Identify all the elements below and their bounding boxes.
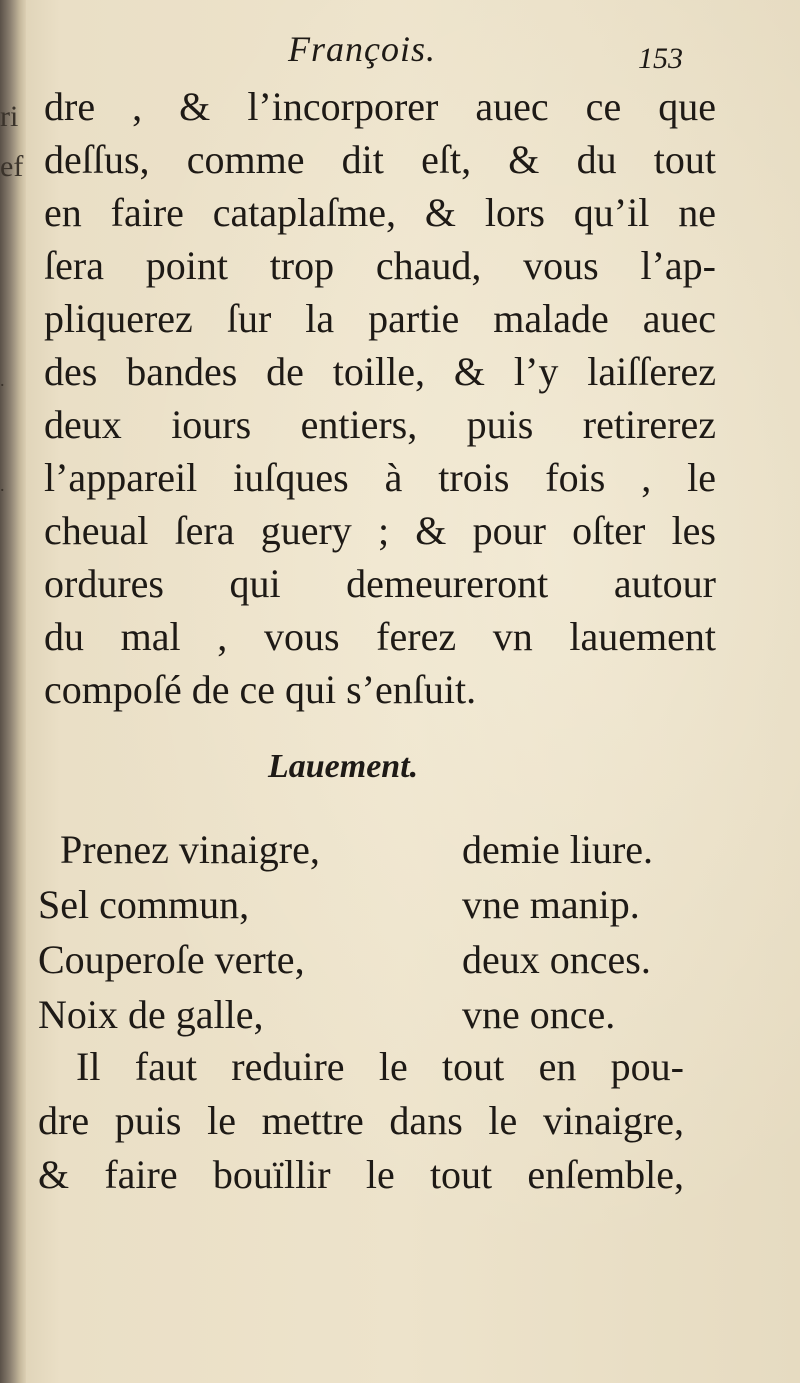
text-line: ordures qui demeureront autour	[44, 561, 716, 606]
text-line: l’appareil iuſques à trois fois , le	[44, 455, 716, 500]
recipe-ingredient: Couperoſe verte,	[38, 937, 305, 982]
recipe-quantity: deux onces.	[462, 937, 651, 982]
text-line: du mal , vous ferez vn lauement	[44, 614, 716, 659]
text-line: ſera point trop chaud, vous l’ap-	[44, 243, 716, 288]
recipe-row	[38, 877, 684, 932]
margin-fragment: ef	[0, 150, 24, 183]
text-line: pliquerez ſur la partie malade auec	[44, 296, 716, 341]
text-line: dre , & l’incorporer auec ce que	[44, 84, 716, 129]
recipe-quantity: vne manip.	[462, 882, 640, 927]
text-line: Il faut reduire le tout en pou-	[76, 1044, 684, 1089]
running-title: François.	[288, 29, 436, 69]
text-line: deſſus, comme dit eſt, & du tout	[44, 137, 716, 182]
recipe-ingredient: Noix de galle,	[38, 992, 264, 1037]
margin-fragment: .	[0, 475, 5, 495]
book-gutter	[0, 0, 26, 1383]
recipe-row	[38, 822, 684, 877]
text-line: cheual ſera guery ; & pour oſter les	[44, 508, 716, 553]
margin-fragment: ri	[0, 100, 19, 133]
text-line: dre puis le mettre dans le vinaigre,	[38, 1098, 684, 1143]
body-paragraph	[44, 80, 716, 716]
recipe-ingredient: Sel commun,	[38, 882, 250, 927]
text-line: des bandes de toille, & l’y laiſſerez	[44, 349, 716, 394]
recipe-row	[38, 932, 684, 987]
recipe-list	[38, 822, 684, 1042]
text-line: & faire bouïllir le tout enſemble,	[38, 1152, 684, 1197]
text-line: compoſé de ce qui s’enſuit.	[44, 667, 477, 712]
recipe-quantity: demie liure.	[462, 827, 654, 872]
recipe-quantity: vne once.	[462, 992, 616, 1037]
closing-paragraph	[38, 1040, 684, 1202]
recipe-ingredient: Prenez vinaigre,	[60, 827, 320, 872]
margin-fragment: .	[0, 370, 5, 390]
text-line: en faire cataplaſme, & lors qu’il ne	[44, 190, 716, 235]
recipe-row	[38, 987, 684, 1042]
section-title: Lauement.	[268, 748, 419, 785]
page-number: 153	[638, 42, 683, 75]
text-line: deux iours entiers, puis retirerez	[44, 402, 716, 447]
